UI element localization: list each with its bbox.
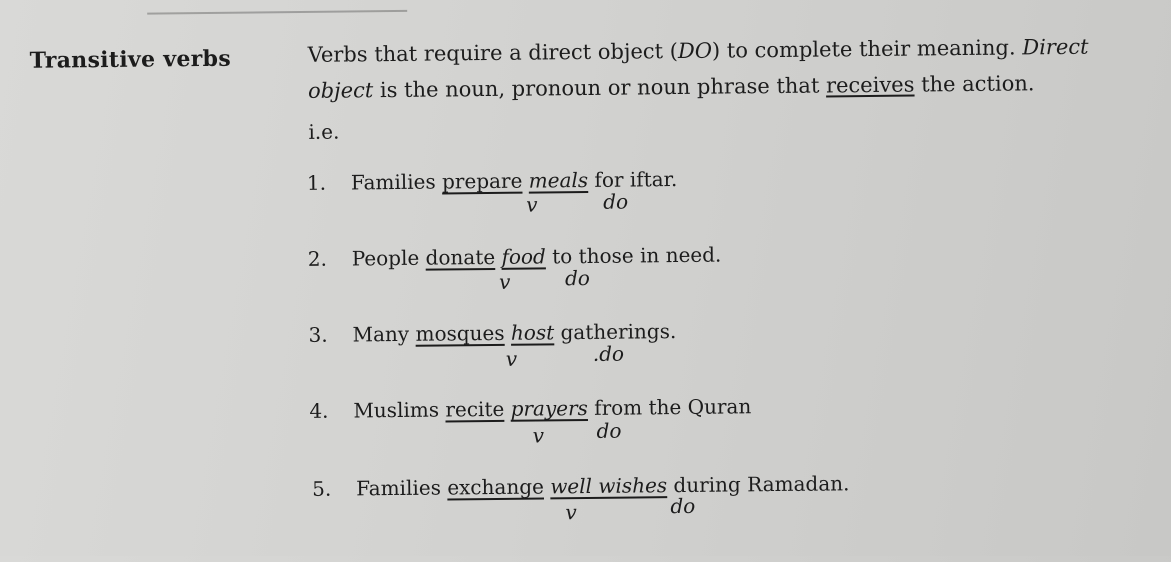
example-text: Muslims bbox=[353, 397, 446, 423]
example-number: 5. bbox=[312, 476, 332, 501]
verb-word: prepare bbox=[441, 168, 523, 194]
verb-label: v bbox=[505, 346, 518, 371]
definition-part: is the noun, pronoun or noun phrase that bbox=[373, 73, 827, 103]
example-sentence bbox=[309, 394, 751, 423]
example-sentence bbox=[312, 471, 850, 501]
example-number: 1. bbox=[306, 170, 327, 195]
direct-object-label: do bbox=[670, 493, 696, 519]
term-heading: Transitive verbs bbox=[29, 45, 232, 74]
verb-label: v bbox=[532, 423, 545, 448]
example-number: 2. bbox=[307, 246, 328, 271]
example-text: gatherings. bbox=[554, 319, 677, 345]
example-number: 4. bbox=[309, 398, 329, 423]
definition-abbr: DO bbox=[677, 38, 713, 64]
definition-underlined-word: receives bbox=[825, 72, 915, 98]
verb-label: v bbox=[565, 500, 577, 525]
example-text: People bbox=[351, 245, 426, 271]
ie-label: i.e. bbox=[308, 119, 340, 144]
definition-part: ) to complete their meaning. bbox=[711, 35, 1023, 63]
verb-word: recite bbox=[445, 396, 505, 422]
object-word: host bbox=[510, 320, 555, 345]
verb-word: mosques bbox=[415, 320, 505, 346]
verb-label: v bbox=[526, 192, 538, 217]
direct-object-label: do bbox=[603, 189, 629, 214]
example-text: Families bbox=[350, 169, 443, 195]
direct-object-label: do bbox=[596, 418, 622, 443]
object-word: meals bbox=[528, 167, 589, 193]
example-text: for iftar. bbox=[587, 167, 678, 192]
verb-word: donate bbox=[425, 244, 496, 270]
definition-italic: Direct object bbox=[307, 34, 1089, 103]
example-number: 3. bbox=[308, 322, 328, 347]
object-word: well wishes bbox=[550, 473, 668, 499]
definition-text bbox=[307, 28, 1148, 109]
faded-previous-line bbox=[147, 0, 407, 15]
direct-object-label: .do bbox=[592, 341, 625, 366]
verb-word: exchange bbox=[447, 474, 545, 500]
example-text: from the Quran bbox=[587, 394, 752, 420]
example-text: Many bbox=[352, 321, 416, 347]
example-sentence bbox=[308, 243, 722, 271]
direct-object-label: do bbox=[564, 265, 590, 291]
object-word: prayers bbox=[510, 395, 588, 421]
verb-label: v bbox=[498, 269, 511, 294]
example-text: to those in need. bbox=[545, 242, 722, 269]
definition-part: Verbs that require a direct object ( bbox=[307, 39, 679, 67]
example-text: Families bbox=[356, 475, 448, 501]
object-word: food bbox=[501, 244, 546, 269]
example-text: during Ramadan. bbox=[666, 471, 850, 498]
definition-part: the action. bbox=[914, 71, 1035, 97]
